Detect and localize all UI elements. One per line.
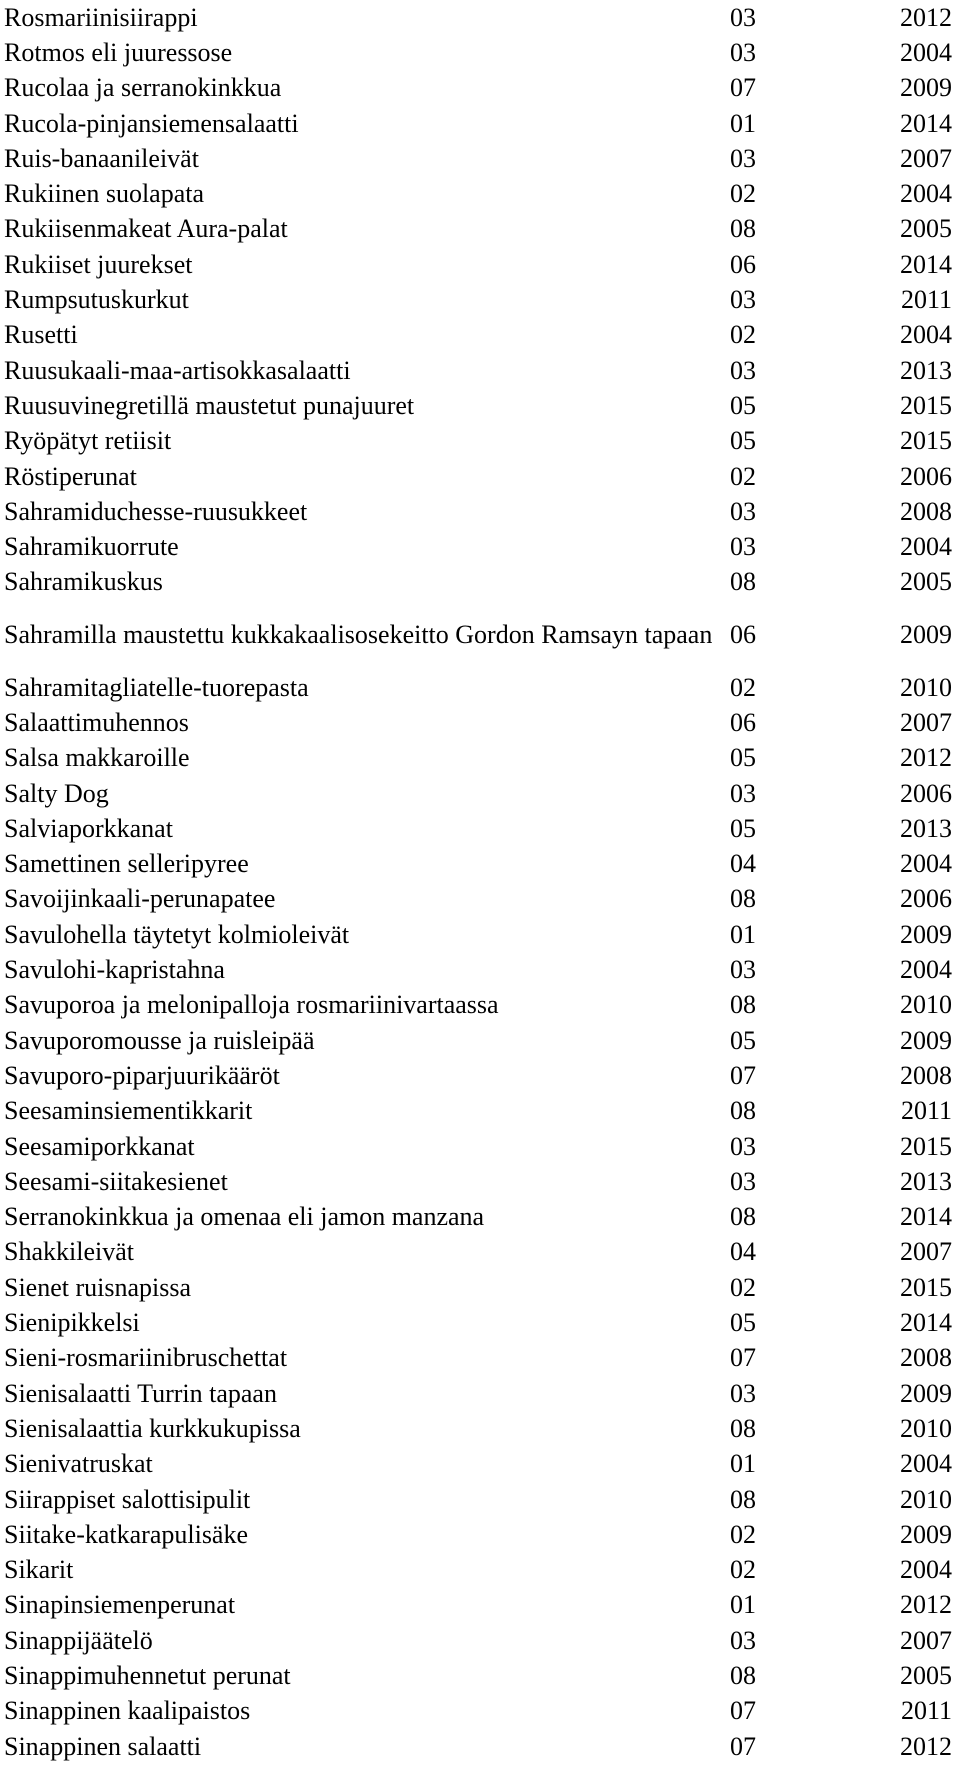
table-row	[4, 1517, 954, 1552]
table-row	[4, 1023, 954, 1058]
recipe-issue: 06	[730, 249, 756, 279]
recipe-issue: 08	[730, 884, 756, 914]
recipe-year: 2012	[900, 1731, 952, 1761]
table-row	[4, 1235, 954, 1270]
table-row	[4, 1164, 954, 1199]
recipe-issue: 02	[730, 320, 756, 350]
recipe-year: 2015	[900, 390, 952, 420]
recipe-year: 2004	[900, 849, 952, 879]
recipe-year: 2011	[900, 1696, 952, 1726]
recipe-year: 2014	[900, 108, 952, 138]
recipe-year: 2009	[900, 1519, 952, 1549]
recipe-issue: 08	[730, 1484, 756, 1514]
table-row	[4, 988, 954, 1023]
table-row	[4, 1588, 954, 1623]
recipe-year: 2004	[900, 37, 952, 67]
recipe-name: Savoijinkaali-perunapatee	[4, 884, 276, 914]
recipe-year: 2015	[900, 426, 952, 456]
recipe-issue: 03	[730, 1378, 756, 1408]
recipe-name: Salaattimuhennos	[4, 707, 189, 737]
recipe-issue: 06	[730, 707, 756, 737]
recipe-issue: 07	[730, 1696, 756, 1726]
table-row	[4, 282, 954, 317]
recipe-name: Rumpsutuskurkut	[4, 285, 189, 315]
recipe-year: 2004	[900, 955, 952, 985]
recipe-issue: 02	[730, 672, 756, 702]
recipe-issue: 08	[730, 214, 756, 244]
recipe-name: Sinappinen salaatti	[4, 1731, 202, 1761]
recipe-name: Seesami-siitakesienet	[4, 1166, 228, 1196]
recipe-year: 2010	[900, 1413, 952, 1443]
recipe-issue: 05	[730, 743, 756, 773]
recipe-year: 2005	[900, 1661, 952, 1690]
recipe-name: Sahramikuorrute	[4, 532, 179, 562]
table-row	[4, 106, 954, 141]
recipe-name: Sienipikkelsi	[4, 1308, 140, 1338]
recipe-name: Rotmos eli juuressose	[4, 37, 233, 67]
recipe-year: 2004	[900, 1555, 952, 1585]
recipe-issue: 05	[730, 390, 756, 420]
recipe-year: 2008	[900, 1060, 952, 1090]
recipe-name: Seesaminsiementikkarit	[4, 1096, 253, 1126]
table-row	[4, 1447, 954, 1482]
recipe-issue: 02	[730, 1272, 756, 1302]
recipe-name: Sahramitagliatelle-tuorepasta	[4, 672, 309, 702]
recipe-issue: 03	[730, 355, 756, 385]
table-row	[4, 917, 954, 952]
recipe-issue: 08	[730, 1413, 756, 1443]
recipe-name: Sahramikuskus	[4, 567, 163, 597]
recipe-issue: 03	[730, 532, 756, 562]
recipe-name: Ruusukaali-maa-artisokkasalaatti	[4, 355, 351, 385]
recipe-name: Sinapinsiemenperunat	[4, 1590, 236, 1620]
recipe-year: 2008	[900, 496, 952, 526]
recipe-name: Rucolaa ja serranokinkkua	[4, 73, 282, 103]
recipe-year: 2009	[900, 73, 952, 103]
recipe-year: 2005	[900, 214, 952, 244]
table-row	[4, 529, 954, 564]
recipe-name: Sinappimuhennetut perunat	[4, 1661, 291, 1690]
recipe-name: Rucola-pinjansiemensalaatti	[4, 108, 299, 138]
recipe-issue: 01	[730, 108, 756, 138]
table-row	[4, 0, 954, 35]
recipe-year: 2013	[900, 1166, 952, 1196]
table-row	[4, 424, 954, 459]
recipe-name: Sienivatruskat	[4, 1449, 153, 1479]
recipe-issue: 04	[730, 849, 756, 879]
table-row	[4, 1376, 954, 1411]
recipe-rows	[4, 0, 954, 1764]
recipe-name: Salviaporkkanat	[4, 813, 173, 843]
recipe-issue: 07	[730, 1731, 756, 1761]
recipe-issue: 06	[730, 620, 756, 650]
recipe-year: 2007	[900, 143, 952, 173]
recipe-year: 2009	[900, 919, 952, 949]
recipe-name: Sienisalaattia kurkkukupissa	[4, 1413, 301, 1443]
recipe-year: 2014	[900, 1308, 952, 1338]
recipe-year: 2010	[900, 672, 952, 702]
recipe-year: 2014	[900, 249, 952, 279]
recipe-name: Ruusuvinegretillä maustetut punajuuret	[4, 390, 415, 420]
table-row	[4, 71, 954, 106]
recipe-issue: 03	[730, 1625, 756, 1655]
recipe-issue: 03	[730, 285, 756, 315]
recipe-issue: 03	[730, 1166, 756, 1196]
table-row	[4, 776, 954, 811]
recipe-name: Serranokinkkua ja omenaa eli jamon manzana	[4, 1202, 485, 1232]
table-row	[4, 600, 954, 670]
recipe-year: 2006	[900, 778, 952, 808]
recipe-issue: 04	[730, 1237, 756, 1267]
table-row	[4, 388, 954, 423]
table-row	[4, 882, 954, 917]
recipe-issue: 01	[730, 1449, 756, 1479]
recipe-year: 2015	[900, 1131, 952, 1161]
recipe-year: 2011	[900, 1096, 952, 1126]
recipe-name: Seesamiporkkanat	[4, 1131, 195, 1161]
table-row	[4, 459, 954, 494]
recipe-year: 2004	[900, 532, 952, 562]
recipe-year: 2008	[900, 1343, 952, 1373]
recipe-year: 2007	[900, 1625, 952, 1655]
recipe-issue: 05	[730, 426, 756, 456]
recipe-issue: 08	[730, 990, 756, 1020]
recipe-name: Siirappiset salottisipulit	[4, 1484, 251, 1514]
recipe-year: 2009	[900, 620, 952, 650]
recipe-issue: 07	[730, 73, 756, 103]
table-row	[4, 212, 954, 247]
recipe-year: 2010	[900, 1484, 952, 1514]
recipe-year: 2014	[900, 1202, 952, 1232]
recipe-issue: 07	[730, 1343, 756, 1373]
table-row	[4, 705, 954, 740]
table-row	[4, 1694, 954, 1729]
table-row	[4, 318, 954, 353]
table-row	[4, 741, 954, 776]
recipe-issue: 05	[730, 813, 756, 843]
recipe-issue: 08	[730, 567, 756, 597]
recipe-issue: 08	[730, 1096, 756, 1126]
table-row	[4, 811, 954, 846]
recipe-issue: 03	[730, 2, 756, 32]
recipe-issue: 05	[730, 1308, 756, 1338]
recipe-issue: 08	[730, 1202, 756, 1232]
recipe-year: 2010	[900, 990, 952, 1020]
recipe-name: Ryöpätyt retiisit	[4, 426, 172, 456]
table-row	[4, 952, 954, 987]
recipe-year: 2006	[900, 461, 952, 491]
recipe-name: Sikarit	[4, 1555, 74, 1585]
table-row	[4, 1552, 954, 1587]
table-row	[4, 141, 954, 176]
recipe-name: Rusetti	[4, 320, 78, 350]
recipe-name: Sinappijäätelö	[4, 1625, 153, 1655]
recipe-year: 2004	[900, 1449, 952, 1479]
recipe-issue: 08	[730, 1661, 756, 1690]
recipe-issue: 03	[730, 955, 756, 985]
recipe-year: 2007	[900, 707, 952, 737]
table-row	[4, 1658, 954, 1693]
table-row	[4, 1341, 954, 1376]
recipe-year: 2012	[900, 743, 952, 773]
table-row	[4, 1058, 954, 1093]
recipe-name: Siitake-katkarapulisäke	[4, 1519, 249, 1549]
recipe-year: 2011	[900, 285, 952, 315]
recipe-year: 2013	[900, 813, 952, 843]
table-row	[4, 847, 954, 882]
table-row	[4, 176, 954, 211]
table-row	[4, 494, 954, 529]
table-row	[4, 353, 954, 388]
recipe-year: 2015	[900, 1272, 952, 1302]
recipe-name: Sienet ruisnapissa	[4, 1272, 192, 1302]
recipe-name: Sienisalaatti Turrin tapaan	[4, 1378, 277, 1408]
recipe-name: Savuporo-piparjuurikääröt	[4, 1060, 280, 1090]
recipe-name: Savulohi-kapristahna	[4, 955, 225, 985]
recipe-year: 2006	[900, 884, 952, 914]
recipe-year: 2013	[900, 355, 952, 385]
recipe-name: Savulohella täytetyt kolmioleivät	[4, 919, 350, 949]
recipe-name: Ruis-banaanileivät	[4, 143, 199, 173]
recipe-issue: 07	[730, 1060, 756, 1090]
recipe-issue: 03	[730, 1131, 756, 1161]
recipe-year: 2012	[900, 2, 952, 32]
table-row	[4, 247, 954, 282]
table-row	[4, 1200, 954, 1235]
table-row	[4, 1270, 954, 1305]
recipe-name: Rukiiset juurekset	[4, 249, 193, 279]
table-row	[4, 1305, 954, 1340]
recipe-year: 2004	[900, 179, 952, 209]
table-row	[4, 670, 954, 705]
recipe-name: Rukiisenmakeat Aura-palat	[4, 214, 288, 244]
table-row	[4, 35, 954, 70]
recipe-name: Sahramilla maustettu kukkakaalisosekeitto Gordon Ramsayn tapaan	[4, 620, 713, 650]
recipe-issue: 03	[730, 37, 756, 67]
recipe-issue: 02	[730, 1555, 756, 1585]
recipe-year: 2005	[900, 567, 952, 597]
recipe-name: Salsa makkaroille	[4, 743, 190, 773]
recipe-name: Salty Dog	[4, 778, 109, 808]
recipe-year: 2004	[900, 320, 952, 350]
recipe-issue: 01	[730, 1590, 756, 1620]
recipe-issue: 02	[730, 179, 756, 209]
table-row	[4, 565, 954, 600]
recipe-issue: 02	[730, 461, 756, 491]
recipe-name: Savuporoa ja melonipalloja rosmariinivartaassa	[4, 990, 499, 1020]
recipe-name: Rukiinen suolapata	[4, 179, 205, 209]
recipe-index-table	[4, 0, 954, 1764]
recipe-issue: 03	[730, 778, 756, 808]
recipe-name: Röstiperunat	[4, 461, 137, 491]
recipe-year: 2007	[900, 1237, 952, 1267]
recipe-name: Sieni-rosmariinibruschettat	[4, 1343, 288, 1373]
recipe-name: Rosmariinisiirappi	[4, 2, 198, 32]
table-row	[4, 1482, 954, 1517]
recipe-name: Sahramiduchesse-ruusukkeet	[4, 496, 308, 526]
recipe-year: 2009	[900, 1378, 952, 1408]
recipe-issue: 03	[730, 496, 756, 526]
table-row	[4, 1729, 954, 1764]
table-row	[4, 1411, 954, 1446]
recipe-issue: 05	[730, 1025, 756, 1055]
recipe-issue: 02	[730, 1519, 756, 1549]
recipe-name: Shakkileivät	[4, 1237, 134, 1267]
recipe-year: 2009	[900, 1025, 952, 1055]
table-row	[4, 1129, 954, 1164]
recipe-issue: 01	[730, 919, 756, 949]
recipe-name: Sinappinen kaalipaistos	[4, 1696, 251, 1726]
recipe-name: Savuporomousse ja ruisleipää	[4, 1025, 315, 1055]
table-row	[4, 1094, 954, 1129]
recipe-issue: 03	[730, 143, 756, 173]
table-row	[4, 1623, 954, 1658]
recipe-name: Samettinen selleripyree	[4, 849, 249, 879]
recipe-year: 2012	[900, 1590, 952, 1620]
